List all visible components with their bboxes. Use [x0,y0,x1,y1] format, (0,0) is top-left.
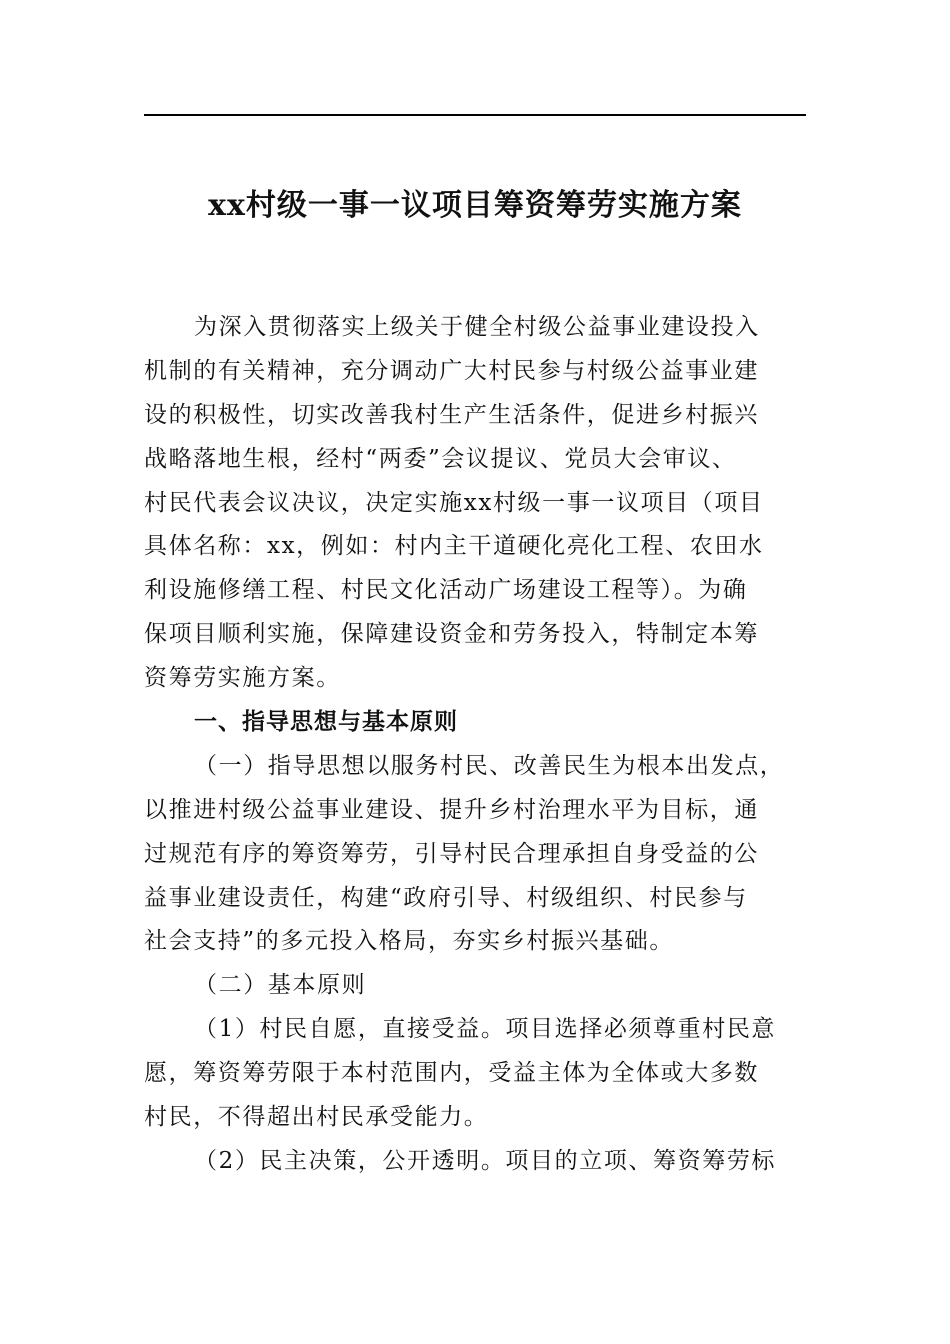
paragraph-line: 过规范有序的筹资筹劳，引导村民合理承担自身受益的公 [144,840,759,867]
paragraph-line: 社会支持”的多元投入格局，夯实乡村振兴基础。 [144,928,674,955]
paragraph-line: 资筹劳实施方案。 [144,665,341,692]
subsection-heading: （二）基本原则 [194,972,367,999]
paragraph-line: （一）指导思想以服务村民、改善民生为根本出发点， [194,752,785,779]
paragraph-line: 设的积极性，切实改善我村生产生活条件，促进乡村振兴 [144,401,759,428]
document-body [144,306,806,1184]
paragraph-line: 村民，不得超出村民承受能力。 [144,1104,489,1131]
paragraph-line: （1）村民自愿，直接受益。项目选择必须尊重村民意 [194,1016,777,1043]
paragraph-line: 愿，筹资筹劳限于本村范围内，受益主体为全体或大多数 [144,1060,759,1087]
paragraph-line: 为深入贯彻落实上级关于健全村级公益事业建设投入 [194,314,760,340]
document-title: xx村级一事一议项目筹资筹劳实施方案 [208,188,742,223]
header-rule [144,114,806,116]
paragraph-line: 机制的有关精神，充分调动广大村民参与村级公益事业建 [144,357,759,384]
paragraph-line: 战略落地生根，经村“两委”会议提议、党员大会审议、 [144,445,737,472]
paragraph-line: （2）民主决策，公开透明。项目的立项、筹资筹劳标 [194,1147,777,1174]
paragraph-line: 具体名称：xx，例如：村内主干道硬化亮化工程、农田水 [144,533,764,560]
paragraph-line: 保项目顺利实施，保障建设资金和劳务投入，特制定本筹 [144,621,759,648]
paragraph-line: 村民代表会议决议，决定实施xx村级一事一议项目（项目 [144,489,764,516]
section-heading: 一、指导思想与基本原则 [194,709,458,736]
paragraph-line: 以推进村级公益事业建设、提升乡村治理水平为目标，通 [144,796,759,823]
paragraph-line: 益事业建设责任，构建“政府引导、村级组织、村民参与 [144,884,748,911]
paragraph-line: 利设施修缮工程、村民文化活动广场建设工程等）。为确 [144,577,748,604]
